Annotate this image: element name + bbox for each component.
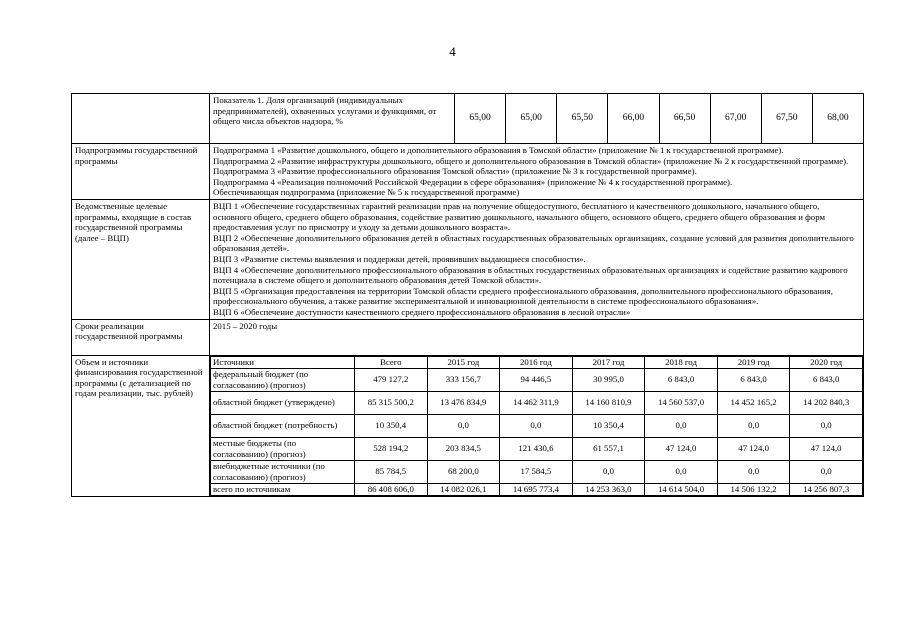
finance-header-cell: Всего (355, 356, 428, 368)
indicator-value: 66,50 (660, 94, 711, 143)
finance-value-cell: 203 834,5 (427, 437, 500, 460)
finance-header-cell: 2017 год (572, 356, 645, 368)
finance-value-cell: 61 557,1 (572, 437, 645, 460)
subprogram-item: Подпрограмма 4 «Реализация полномочий Российской Федерации в сфере образования» (приложение № 4 к государственной программе). (213, 176, 733, 187)
table-row (211, 414, 863, 437)
passport-table (71, 93, 864, 497)
page-number: 4 (449, 44, 456, 59)
finance-value-cell: 0,0 (717, 460, 790, 483)
finance-row (71, 355, 864, 497)
finance-value-cell: 0,0 (790, 460, 863, 483)
finance-value-cell: 10 350,4 (355, 414, 428, 437)
finance-value-cell: 0,0 (500, 414, 573, 437)
finance-value-cell: 0,0 (427, 414, 500, 437)
indicator-value: 65,00 (506, 94, 557, 143)
finance-value-cell: 47 124,0 (645, 437, 718, 460)
subprogram-item: Подпрограмма 3 «Развитие профессионального образования Томской области» (приложение № 3 к государственной программе). (213, 166, 697, 177)
finance-value-cell: 6 843,0 (790, 368, 863, 391)
terms-row (71, 319, 864, 355)
finance-value-cell: 528 194,2 (355, 437, 428, 460)
finance-value-cell: 0,0 (645, 460, 718, 483)
finance-source-cell: местные бюджеты (по согласованию) (прогноз) (211, 437, 355, 460)
table-row (211, 368, 863, 391)
finance-value-cell: 13 476 834,9 (427, 391, 500, 414)
finance-value-cell: 479 127,2 (355, 368, 428, 391)
vcp-item: ВЦП 4 «Обеспечение дополнительного профессионального образования в областных государственных образовательных организациях и содействие развитию кадрового потенциала в системе общего и дополнительного образования детей Томской области». (213, 264, 848, 286)
subprograms-label: Подпрограммы государственной программы (72, 144, 210, 199)
vcp-item: ВЦП 2 «Обеспечение дополнительного образования детей в областных государственных образовательных организациях, создание условий для развития дополнительного образования детей». (213, 232, 854, 254)
finance-header-cell: Источники (211, 356, 355, 368)
finance-header-cell: 2019 год (717, 356, 790, 368)
finance-source-cell: областной бюджет (потребность) (211, 414, 355, 437)
finance-value-cell: 14 253 363,0 (572, 483, 645, 495)
subprogram-item: Подпрограмма 1 «Развитие дошкольного, общего и дополнительного образования в Томской области» (приложение № 1 к государственной программе). (213, 145, 784, 155)
finance-header-cell: 2020 год (790, 356, 863, 368)
terms-value: 2015 – 2020 годы (213, 320, 278, 331)
finance-value-cell: 68 200,0 (427, 460, 500, 483)
finance-value-cell: 47 124,0 (790, 437, 863, 460)
finance-value-cell: 14 082 026,1 (427, 483, 500, 495)
vcp-row (71, 199, 864, 319)
finance-value-cell: 85 784,5 (355, 460, 428, 483)
finance-value-cell: 10 350,4 (572, 414, 645, 437)
finance-value-cell: 14 506 132,2 (717, 483, 790, 495)
finance-header-cell: 2016 год (500, 356, 573, 368)
finance-value-cell: 0,0 (717, 414, 790, 437)
finance-value-cell: 14 160 810,9 (572, 391, 645, 414)
table-row (211, 437, 863, 460)
indicator-label: Показатель 1. Доля организаций (индивидуальных предпринимателей), охваченных услугами и функциями, от общего числа объектов надзора, % (210, 94, 455, 143)
table-row-total (211, 483, 863, 495)
subprogram-item: Подпрограмма 2 «Развитие инфраструктуры дошкольного, общего и дополнительного образования в Томской области» (приложение № 2 к государственной программе). (213, 155, 849, 166)
finance-value-cell: 14 256 807,3 (790, 483, 863, 495)
finance-value-cell: 121 430,6 (500, 437, 573, 460)
finance-value-cell: 85 315 500,2 (355, 391, 428, 414)
finance-value-cell: 6 843,0 (717, 368, 790, 391)
finance-value-cell: 14 560 537,0 (645, 391, 718, 414)
finance-source-cell: внебюджетные источники (по согласованию) (прогноз) (211, 460, 355, 483)
table-row (211, 460, 863, 483)
subprograms-list (210, 144, 863, 199)
indicator-left-empty-cell (72, 94, 210, 143)
finance-value-cell: 14 452 165,2 (717, 391, 790, 414)
finance-value-cell: 86 408 606,0 (355, 483, 428, 495)
finance-value-cell: 14 695 773,4 (500, 483, 573, 495)
finance-header-row (211, 356, 863, 368)
finance-value-cell: 14 614 504,0 (645, 483, 718, 495)
vcp-item: ВЦП 1 «Обеспечение государственных гарантий реализации прав на получение общедоступного, бесплатного и качественного дошкольного, начального общего, основного общего, среднего общего образования, содействие развитию дошкольного, начального общего, основного общего, среднего общего образования и форм предоставления услуг по присмотру и уходу за детьми дошкольного возраста». (213, 200, 826, 233)
vcp-item: ВЦП 6 «Обеспечение доступности качественного среднего профессионального образования в лесной отрасли» (213, 306, 631, 317)
vcp-item: ВЦП 5 «Организация предоставления на территории Томской области среднего профессионального образования, дополнительного профессионального образования, профессионального обучения, а также развитие экспериментальной и инновационной деятельности в системе профессионального образования». (213, 285, 833, 307)
finance-label: Объем и источники финансирования государственной программы (с детализацией по годам реализации, тыс. рублей) (72, 356, 210, 496)
indicator-value: 68,00 (827, 113, 849, 124)
indicator-value: 67,50 (762, 94, 813, 143)
vcp-item: ВЦП 3 «Развитие системы выявления и поддержки детей, проявивших выдающиеся способности». (213, 253, 586, 264)
finance-value-cell: 333 156,7 (427, 368, 500, 391)
finance-header-cell: 2015 год (427, 356, 500, 368)
subprograms-row (71, 143, 864, 199)
finance-value-cell: 6 843,0 (645, 368, 718, 391)
terms-label: Сроки реализации государственной программы (72, 320, 210, 355)
finance-value-cell: 0,0 (645, 414, 718, 437)
finance-source-cell: федеральный бюджет (по согласованию) (прогноз) (211, 368, 355, 391)
subprogram-item: Обеспечивающая подпрограмма (приложение № 5 к государственной программе) (213, 187, 520, 198)
finance-value-cell: 47 124,0 (717, 437, 790, 460)
finance-value-cell: 14 462 311,9 (500, 391, 573, 414)
indicator-row (71, 93, 864, 143)
finance-source-cell: областной бюджет (утверждено) (211, 391, 355, 414)
finance-source-cell: всего по источникам (211, 483, 355, 495)
finance-header-cell: 2018 год (645, 356, 718, 368)
indicator-value: 65,50 (557, 94, 608, 143)
indicator-value: 66,00 (608, 94, 659, 143)
finance-value-cell: 30 995,0 (572, 368, 645, 391)
finance-value-cell: 17 584,5 (500, 460, 573, 483)
indicator-value: 67,00 (711, 94, 762, 143)
finance-value-cell: 0,0 (572, 460, 645, 483)
finance-table (210, 356, 863, 496)
finance-value-cell: 14 202 840,3 (790, 391, 863, 414)
vcp-label: Ведомственные целевые программы, входящие в состав государственной программы (далее – ВЦП) (72, 200, 210, 319)
finance-value-cell: 0,0 (790, 414, 863, 437)
indicator-value: 65,00 (455, 94, 506, 143)
vcp-list (210, 200, 863, 319)
finance-value-cell: 94 446,5 (500, 368, 573, 391)
table-row (211, 391, 863, 414)
